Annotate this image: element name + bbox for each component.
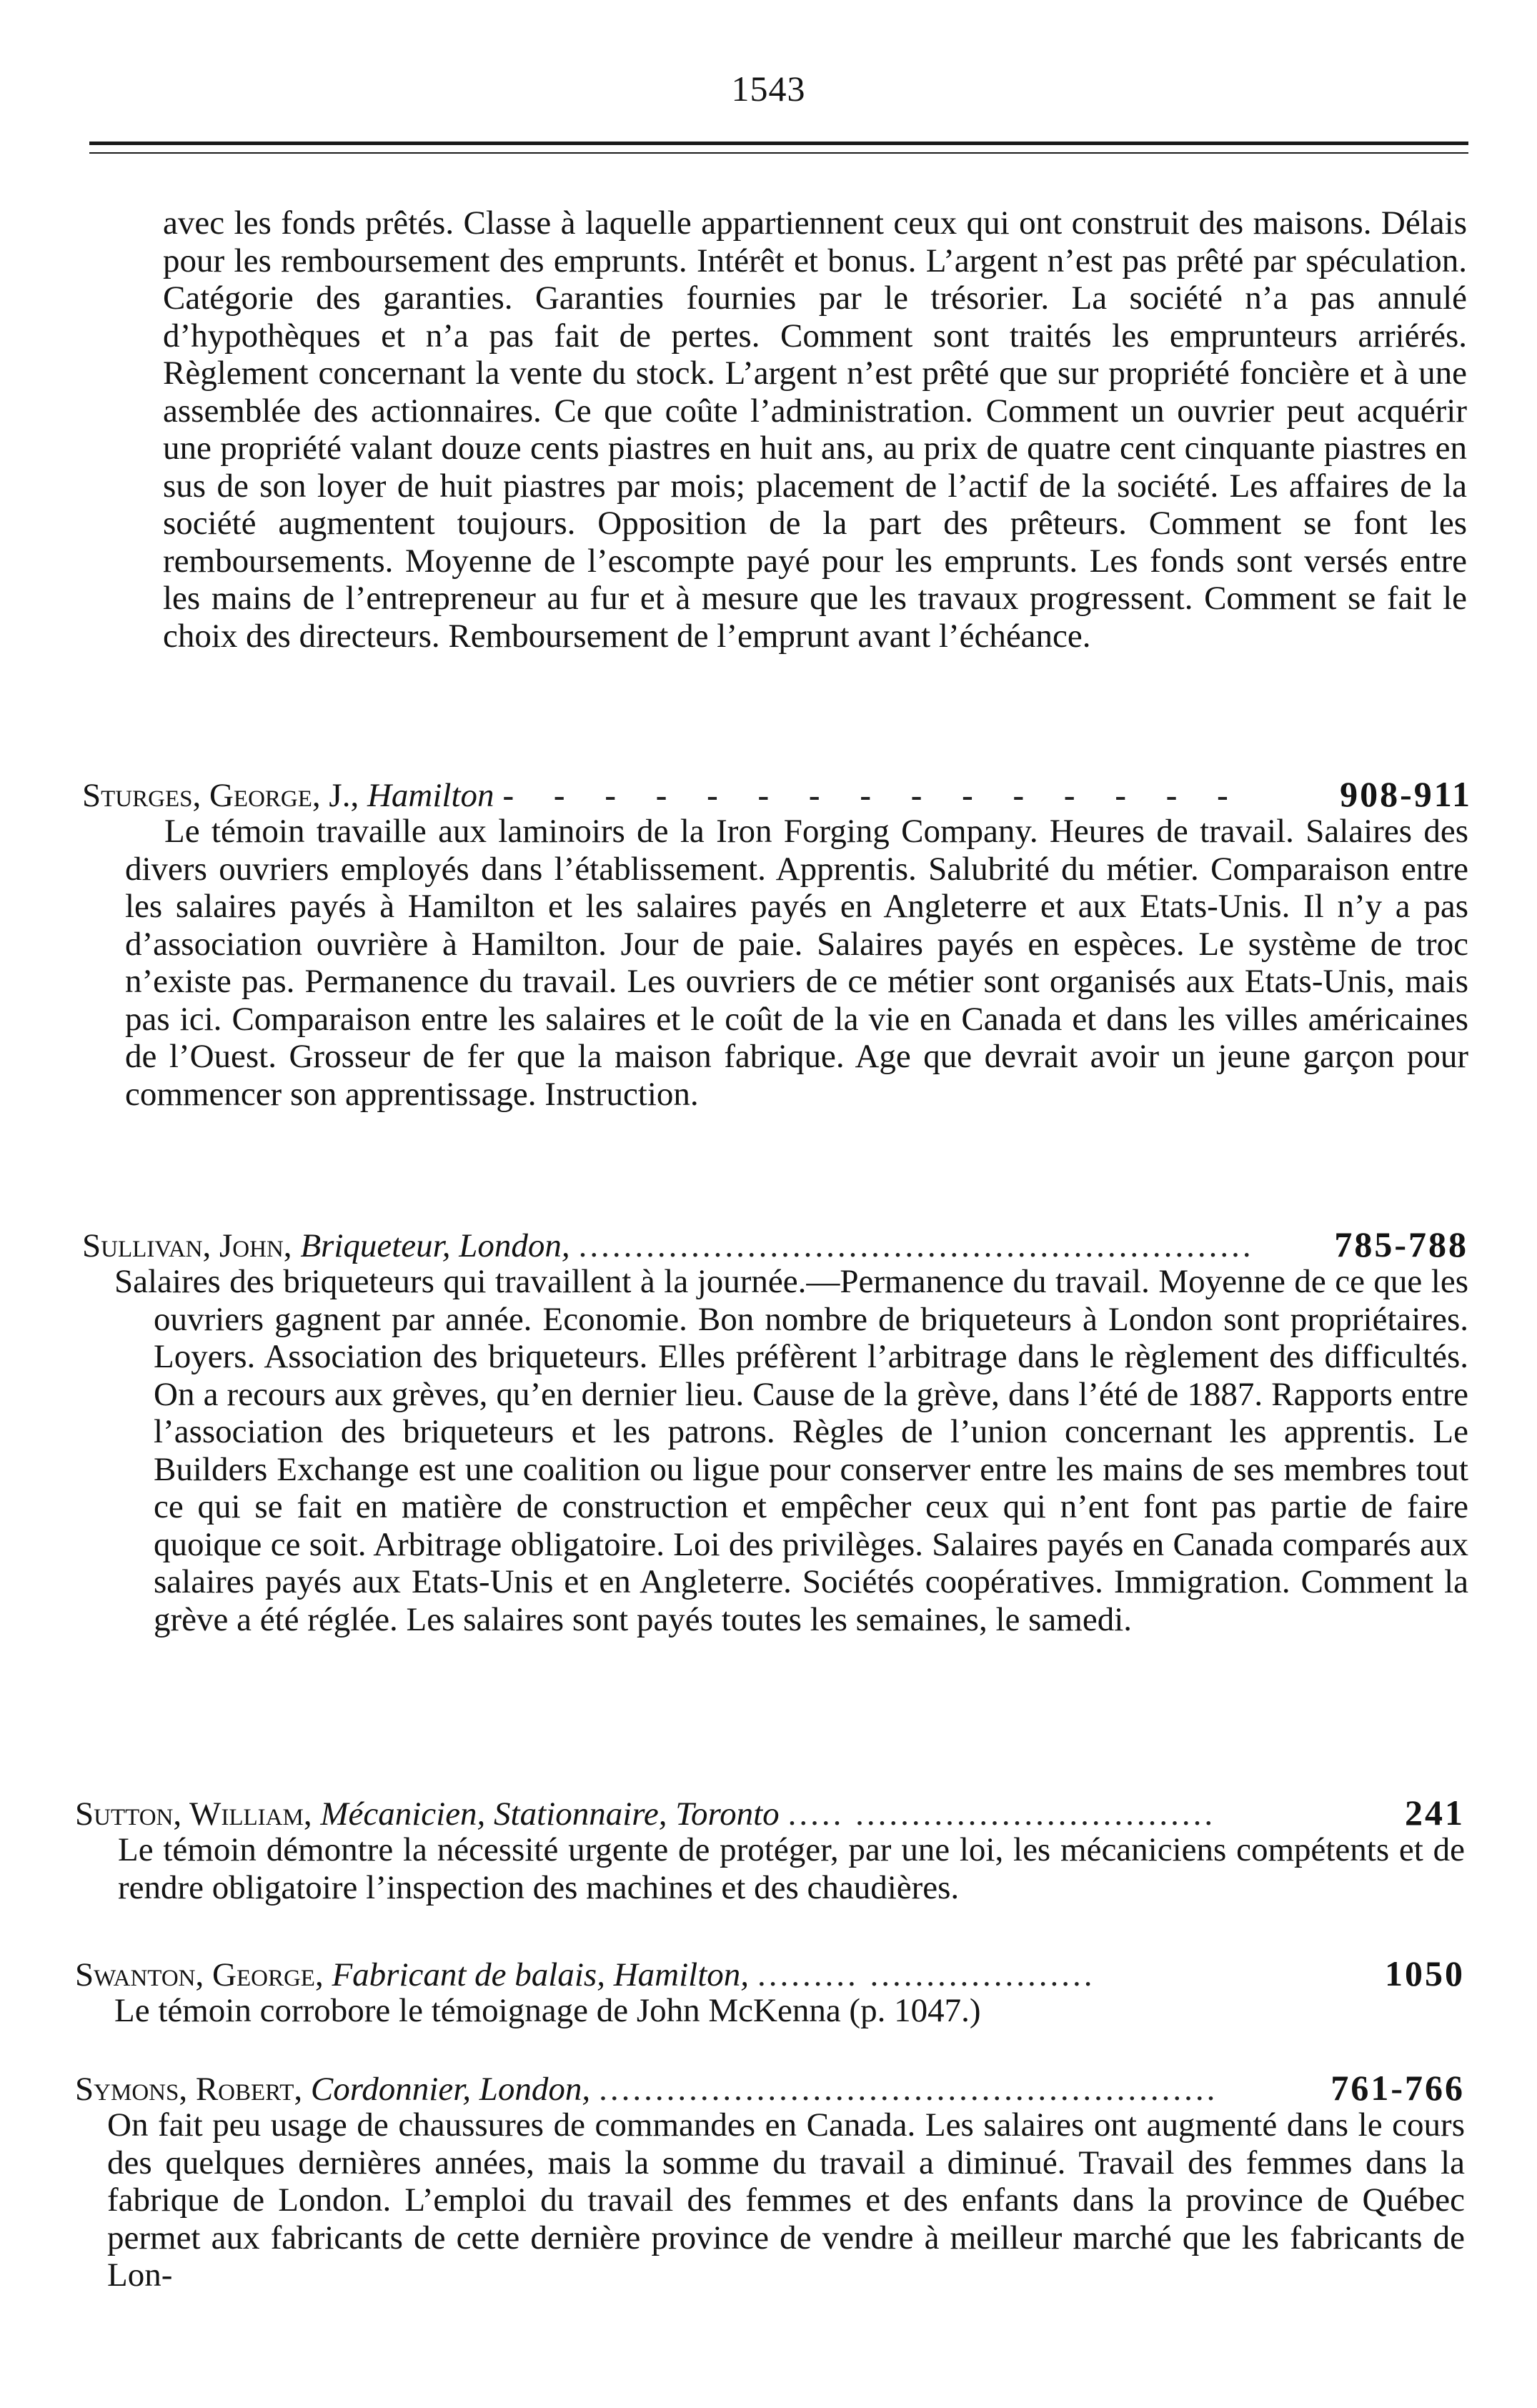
entry-leader: - - - - - - - - - - - - - - -	[502, 777, 1244, 814]
entry-body-sullivan: Salaires des briqueteurs qui travaillent à la journée.—Permanence du travail. Moyenne de ce que les ouvriers gagnent par année. Economie. Bon nombre de briqueteurs à London sont propriétaires. Loyers. Association des briqueteurs. Elles préfèrent l’arbitrage dans le règlement des difficultés. On a recours aux grèves, qu’en dernier lieu. Cause de la grève, dans l’été de 1887. Rapports entre l’association des briqueteurs et les patrons. Règles de l’union concernant les apprentis. Le Builders Exchange est une coalition ou ligue pour conserver entre les mains de ses membres tout ce qui se fait en matière de construction et empêcher ceux qui n’ent font pas partie de faire quoique ce soit. Arbitrage obligatoire. Loi des privilèges. Salaires payés en Canada comparés aux salaires payés aux Etats-Unis et en Angleterre. Sociétés coopératives. Immigration. Comment la grève a été réglée. Les salaires sont payés toutes les semaines, le samedi.	[114, 1263, 1468, 1638]
entry-body-swanton: Le témoin corrobore le témoignage de John McKenna (p. 1047.)	[114, 1992, 981, 2029]
entry-pages: 1050	[1385, 1953, 1465, 1993]
entry-descriptor: Hamilton	[367, 777, 494, 814]
entry-body-sutton: Le témoin démontre la nécessité urgente de protéger, par une loi, les mécaniciens compétents et de rendre obligatoire l’inspection des machines et des chaudières.	[118, 1831, 1465, 1906]
entry-name: Sturges, George, J.,	[82, 777, 359, 814]
entry-descriptor: Cordonnier, London,	[310, 2071, 591, 2108]
entry-descriptor: Fabricant de balais, Hamilton,	[332, 1956, 750, 1993]
entry-name: Symons, Robert,	[75, 2071, 303, 2108]
entry-body-sturges: Le témoin travaille aux laminoirs de la Iron Forging Company. Heures de travail. Salaires des divers ouvriers employés dans l’établissement. Apprentis. Salubrité du métier. Comparaison entre les salaires payés à Hamilton et les salaires payés en Angleterre et aux Etats-Unis. Il n’y a pas d’association ouvrière à Hamilton. Jour de paie. Salaires payés en espèces. Le système de troc n’existe pas. Permanence du travail. Les ouvriers de ce métier sont organisés aux Etats-Unis, mais pas ici. Comparaison entre les salaires et le coût de la vie en Canada et dans les villes américaines de l’Ouest. Grosseur de fer que la maison fabrique. Age que devrait avoir un jeune garçon pour commencer son apprentissage. Instruction.	[125, 813, 1468, 1113]
entry-heading-sturges	[82, 776, 1472, 814]
entry-pages: 785-788	[1334, 1224, 1468, 1264]
entry-descriptor: Briqueteur, London,	[300, 1227, 570, 1264]
entry-leader: ............................................................	[578, 1227, 1254, 1264]
header-rule-thin	[89, 152, 1468, 154]
entry-pages: 241	[1405, 1793, 1465, 1833]
entry-leader: ......... ....................	[757, 1956, 1095, 1993]
entry-name: Sullivan, John,	[82, 1227, 292, 1264]
header-rule-thick	[89, 142, 1468, 145]
entry-leader: ..... ................................	[787, 1795, 1216, 1833]
entry-body-symons: On fait peu usage de chaussures de commandes en Canada. Les salaires ont augmenté dans le cours des quelques dernières années, mais la somme du travail a diminué. Travail des femmes dans la fabrique de London. L’emploi du travail des femmes et des enfants dans la province de Québec permet aux fabricants de cette dernière province de vendre à meilleur marché que les fabricants de Lon-	[107, 2106, 1465, 2294]
entry-name: Swanton, George,	[75, 1956, 324, 1993]
entry-heading-sutton	[75, 1794, 1465, 1833]
entry-name: Sutton, William,	[75, 1795, 312, 1833]
entry-heading-symons	[75, 2069, 1465, 2108]
page-number: 1543	[731, 69, 806, 109]
entry-pages: 908-911	[1340, 774, 1472, 814]
entry-pages: 761-766	[1330, 2068, 1465, 2108]
entry-descriptor: Mécanicien, Stationnaire, Toronto	[320, 1795, 780, 1833]
intro-paragraph: avec les fonds prêtés. Classe à laquelle appartiennent ceux qui ont construit des maisons. Délais pour les remboursement des emprunts. Intérêt et bonus. L’argent n’est pas prêté par spéculation. Catégorie des garanties. Garanties fournies par le trésorier. La société n’a pas annulé d’hypothèques et n’a pas fait de pertes. Comment sont traités les emprunteurs arriérés. Règlement concernant la vente du stock. L’argent n’est prêté que sur propriété foncière et à une assemblée des actionnaires. Ce que coûte l’administration. Comment un ouvrier peut acquérir une propriété valant douze cents piastres en huit ans, au prix de quatre cent cinquante piastres en sus de son loyer de huit piastres par mois; placement de l’actif de la société. Les affaires de la société augmentent toujours. Opposition de la part des prêteurs. Comment se font les remboursements. Moyenne de l’escompte payé pour les emprunts. Les fonds sont versés entre les mains de l’entrepreneur au fur et à mesure que les travaux progressent. Comment se fait le choix des directeurs. Remboursement de l’emprunt avant l’échéance.	[163, 204, 1467, 655]
entry-heading-swanton	[75, 1955, 1465, 1993]
entry-leader: .......................................................	[599, 2071, 1218, 2108]
entry-heading-sullivan	[82, 1226, 1468, 1264]
